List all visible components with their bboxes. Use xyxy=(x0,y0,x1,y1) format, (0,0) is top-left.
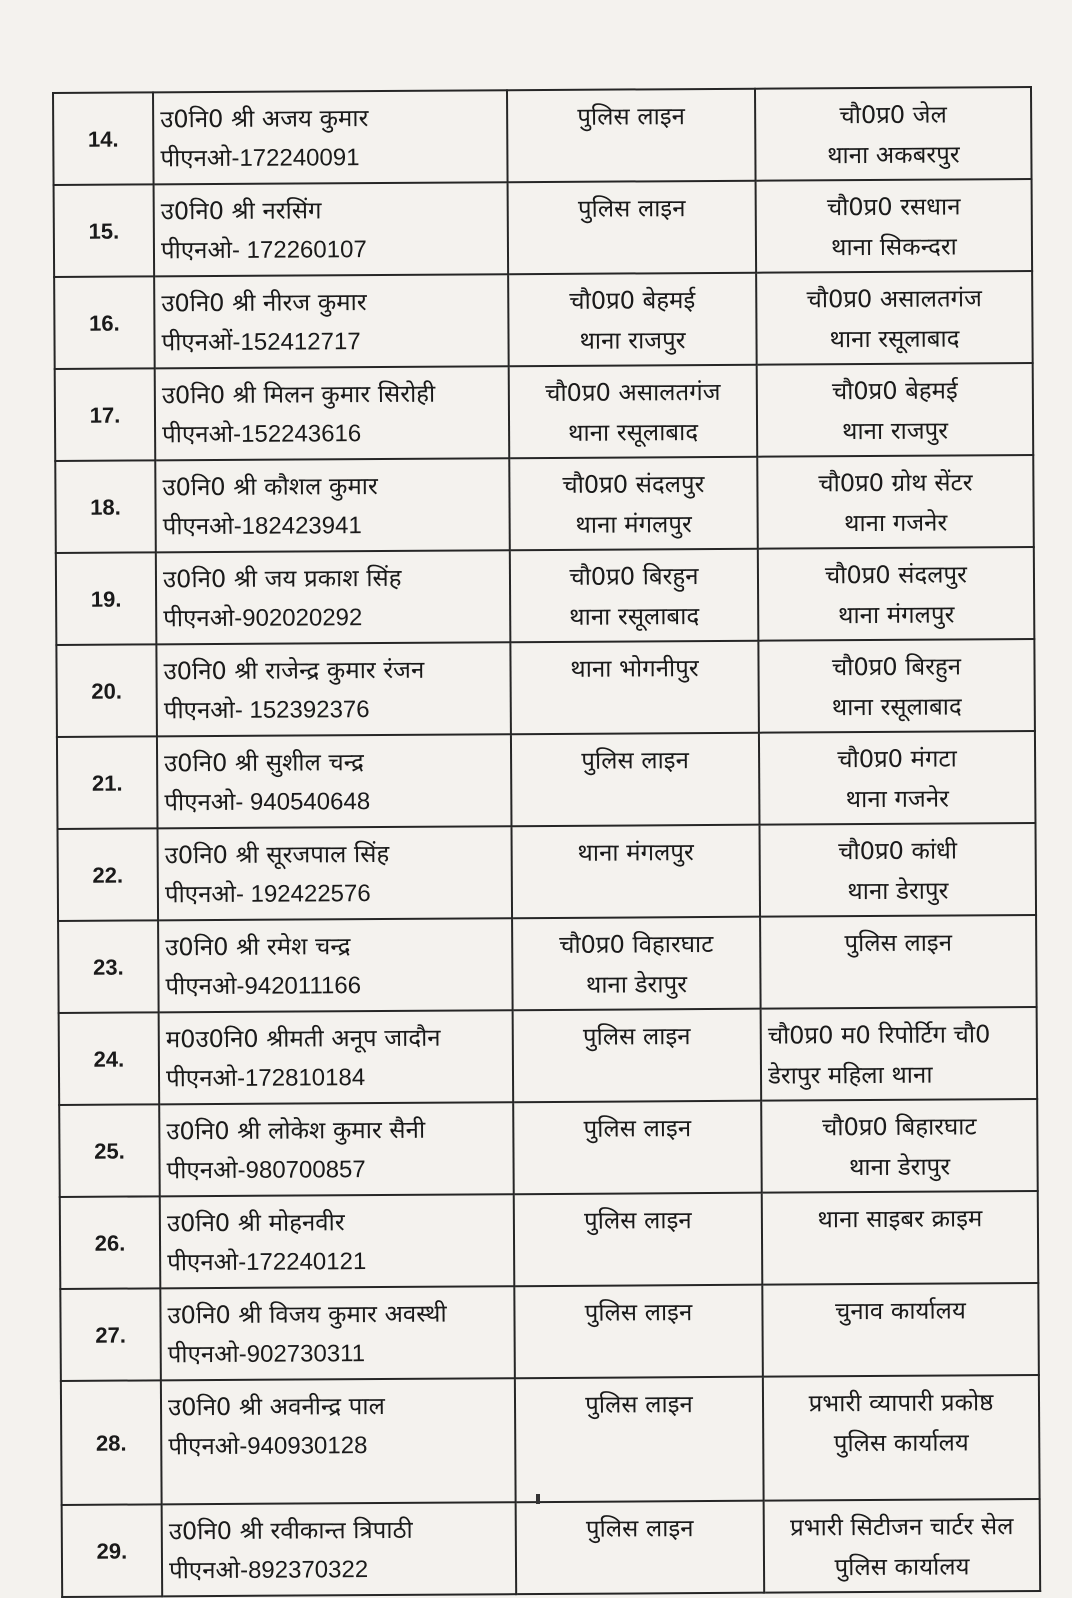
new-posting-line: चौ0प्र0 बिरहुन xyxy=(831,652,962,682)
new-posting-line: चौ0प्र0 ग्रोथ सेंटर xyxy=(818,468,973,498)
officer-name: उ0नि0 श्री सूरजपाल सिंह xyxy=(164,839,390,870)
officer-cell xyxy=(156,642,511,736)
current-posting xyxy=(515,1377,764,1503)
new-posting-line: चौ0प्र0 रसधान xyxy=(826,192,961,222)
table-row xyxy=(60,1283,1039,1381)
new-posting-line: थाना अकबरपुर xyxy=(827,140,960,170)
current-posting xyxy=(509,365,758,459)
officer-cell xyxy=(160,1286,515,1380)
current-posting-line: पुलिस लाइन xyxy=(584,1298,693,1327)
pno-number: पीएनओ-172240121 xyxy=(167,1248,367,1277)
table-row xyxy=(58,915,1037,1013)
current-posting xyxy=(508,273,757,367)
officer-name: उ0नि0 श्री अजय कुमार xyxy=(160,104,369,134)
serial-number: 29. xyxy=(62,1504,163,1597)
new-posting xyxy=(757,455,1034,549)
pno-number: पीएनओ-942011166 xyxy=(165,972,362,1001)
officer-name: उ0नि0 श्री सुशील चन्द्र xyxy=(164,748,364,778)
new-posting xyxy=(755,87,1032,181)
table-row xyxy=(57,731,1036,829)
new-posting-line: चौ0प्र0 बिहारघाट xyxy=(822,1112,977,1142)
new-posting-line: पुलिस कार्यालय xyxy=(834,1552,970,1582)
pno-number: पीएनओ-902020292 xyxy=(163,604,363,633)
new-posting xyxy=(756,179,1033,273)
pno-number: पीएनओ-892370322 xyxy=(168,1556,369,1585)
officer-name: उ0नि0 श्री विजय कुमार अवस्थी xyxy=(167,1299,447,1330)
current-posting xyxy=(512,917,761,1011)
pno-number: पीएनओ-182423941 xyxy=(162,512,362,541)
page-edge-mark xyxy=(536,1494,540,1504)
current-posting-line: थाना राजपुर xyxy=(579,326,686,355)
current-posting xyxy=(514,1285,763,1379)
serial-number: 21. xyxy=(57,736,158,829)
serial-number: 17. xyxy=(55,368,156,461)
current-posting xyxy=(514,1193,763,1287)
new-posting-line: पुलिस कार्यालय xyxy=(833,1428,969,1458)
officer-name: उ0नि0 श्री नरसिंग xyxy=(160,196,322,226)
new-posting xyxy=(764,1499,1041,1593)
new-posting xyxy=(756,271,1033,365)
current-posting-line: थाना डेरापुर xyxy=(585,970,688,999)
officer-cell xyxy=(156,550,511,644)
officer-cell xyxy=(158,826,513,920)
table-row xyxy=(58,823,1037,921)
officer-name: उ0नि0 श्री लोकेश कुमार सैनी xyxy=(166,1115,426,1146)
table-row xyxy=(55,455,1034,553)
pno-number: पीएनओ-172810184 xyxy=(165,1064,366,1093)
officer-cell xyxy=(159,1010,514,1104)
officer-cell xyxy=(159,1102,514,1196)
new-posting-line: चौ0प्र0 कांधी xyxy=(838,836,958,866)
pno-number: पीएनओ- 172260107 xyxy=(160,236,367,265)
new-posting xyxy=(759,823,1036,917)
table-row xyxy=(61,1375,1040,1505)
new-posting-line: थाना साइबर क्राइम xyxy=(817,1204,983,1234)
pno-number: पीएनओ- 940540648 xyxy=(164,788,371,817)
table-row xyxy=(56,639,1035,737)
new-posting-line: थाना डेरापुर xyxy=(847,876,949,906)
pno-number: पीएनओं-152412717 xyxy=(161,328,361,357)
pno-number: पीएनओ-902730311 xyxy=(167,1340,366,1369)
new-posting-line: थाना डेरापुर xyxy=(848,1152,951,1182)
current-posting xyxy=(513,1009,762,1103)
officer-cell xyxy=(157,734,512,828)
officer-name: उ0नि0 श्री मोहनवीर xyxy=(166,1208,345,1238)
serial-number: 14. xyxy=(53,92,154,185)
officer-cell xyxy=(154,182,509,276)
serial-number: 26. xyxy=(60,1196,161,1289)
officer-name: उ0नि0 श्री राजेन्द्र कुमार रंजन xyxy=(163,655,425,686)
table-row xyxy=(59,1007,1038,1105)
current-posting-line: थाना भोगनीपुर xyxy=(570,654,699,683)
table-row xyxy=(54,271,1033,369)
serial-number: 24. xyxy=(59,1012,160,1105)
new-posting-line: चौ0प्र0 असालतगंज xyxy=(806,284,983,314)
new-posting-line: पुलिस लाइन xyxy=(844,928,953,958)
new-posting-line: थाना राजपुर xyxy=(841,416,949,446)
pno-number: पीएनओ-980700857 xyxy=(166,1156,366,1185)
new-posting xyxy=(763,1375,1040,1501)
current-posting xyxy=(510,549,759,643)
current-posting-line: चौ0प्र0 संदलपुर xyxy=(562,470,705,499)
new-posting xyxy=(762,1283,1039,1377)
serial-number: 22. xyxy=(58,828,159,921)
current-posting xyxy=(508,181,757,275)
new-posting xyxy=(758,639,1035,733)
officer-name: उ0नि0 श्री कौशल कुमार xyxy=(162,472,378,502)
current-posting-line: थाना मंगलपुर xyxy=(575,510,692,539)
current-posting-line: चौ0प्र0 विहारघाट xyxy=(559,929,714,959)
table-row xyxy=(53,87,1032,185)
new-posting xyxy=(759,731,1036,825)
new-posting xyxy=(757,363,1034,457)
serial-number: 16. xyxy=(54,276,155,369)
table-row xyxy=(56,547,1035,645)
current-posting-line: पुलिस लाइन xyxy=(577,194,686,223)
pno-number: पीएनओ- 152392376 xyxy=(163,696,370,725)
current-posting-line: चौ0प्र0 बेहमई xyxy=(569,286,696,315)
new-posting-line: प्रभारी व्यापारी प्रकोष्ठ xyxy=(808,1388,994,1418)
current-posting-line: चौ0प्र0 असालतगंज xyxy=(545,377,721,407)
new-posting-line: थाना सिकन्दरा xyxy=(830,232,957,262)
officer-name: उ0नि0 श्री अवनीन्द्र पाल xyxy=(167,1391,385,1422)
officer-cell xyxy=(153,90,508,184)
new-posting xyxy=(761,1007,1038,1101)
pno-number: पीएनओ- 192422576 xyxy=(164,880,371,909)
new-posting-line: थाना मंगलपुर xyxy=(837,600,955,630)
serial-number: 23. xyxy=(58,920,159,1013)
current-posting-line: पुलिस लाइन xyxy=(583,1114,692,1143)
new-posting-line: थाना गजनेर xyxy=(843,508,948,538)
officer-cell xyxy=(155,366,510,460)
officer-name: उ0नि0 श्री जय प्रकाश सिंह xyxy=(162,563,402,594)
current-posting xyxy=(513,1101,762,1195)
officer-name: उ0नि0 श्री मिलन कुमार सिरोही xyxy=(161,379,436,410)
officer-cell xyxy=(160,1194,515,1288)
current-posting-line: थाना रसूलाबाद xyxy=(568,418,699,447)
new-posting-line: चौ0प्र0 संदलपुर xyxy=(824,560,968,590)
new-posting-line: चौ0प्र0 जेल xyxy=(839,100,947,130)
current-posting xyxy=(516,1501,765,1595)
current-posting-line: पुलिस लाइन xyxy=(582,1022,691,1051)
current-posting-line: पुलिस लाइन xyxy=(585,1390,693,1419)
serial-number: 15. xyxy=(54,184,155,277)
new-posting-line: थाना रसूलाबाद xyxy=(829,324,960,354)
current-posting-line: चौ0प्र0 बिरहुन xyxy=(569,562,699,591)
current-posting-line: पुलिस लाइन xyxy=(585,1514,694,1543)
current-posting-line: थाना मंगलपुर xyxy=(577,838,694,867)
new-posting-line: थाना गजनेर xyxy=(845,784,950,814)
new-posting-line: डेरापुर महिला थाना xyxy=(767,1060,933,1090)
current-posting xyxy=(511,733,760,827)
current-posting xyxy=(510,641,759,735)
table-row xyxy=(54,179,1033,277)
officer-name: उ0नि0 श्री रमेश चन्द्र xyxy=(165,932,351,962)
table-row xyxy=(55,363,1034,461)
new-posting-line: थाना रसूलाबाद xyxy=(831,692,962,722)
officer-name: म0उ0नि0 श्रीमती अनूप जादौन xyxy=(165,1023,441,1054)
document-page xyxy=(52,86,1039,1598)
current-posting xyxy=(511,825,760,919)
officer-name: उ0नि0 श्री नीरज कुमार xyxy=(161,288,367,318)
officer-name: उ0नि0 श्री रवीकान्त त्रिपाठी xyxy=(168,1515,413,1546)
current-posting xyxy=(509,457,758,551)
officer-cell xyxy=(161,1378,516,1504)
transfer-table xyxy=(52,86,1041,1598)
current-posting-line: पुलिस लाइन xyxy=(581,746,689,775)
new-posting-line: चौ0प्र0 म0 रिपोर्टिग चौ0 xyxy=(767,1020,991,1050)
officer-cell xyxy=(162,1502,517,1596)
officer-cell xyxy=(154,274,509,368)
current-posting xyxy=(507,89,756,183)
pno-number: पीएनओ-940930128 xyxy=(168,1432,368,1461)
current-posting-line: पुलिस लाइन xyxy=(584,1206,692,1235)
pno-number: पीएनओ-152243616 xyxy=(162,420,362,449)
new-posting xyxy=(758,547,1035,641)
current-posting-line: पुलिस लाइन xyxy=(577,102,686,131)
serial-number: 18. xyxy=(55,460,156,553)
current-posting-line: थाना रसूलाबाद xyxy=(569,602,700,631)
new-posting-line: चौ0प्र0 मंगटा xyxy=(837,744,957,774)
new-posting-line: चुनाव कार्यालय xyxy=(835,1296,966,1326)
serial-number: 19. xyxy=(56,552,157,645)
serial-number: 20. xyxy=(56,644,157,737)
table-row xyxy=(59,1099,1038,1197)
officer-cell xyxy=(158,918,513,1012)
new-posting-line: प्रभारी सिटीजन चार्टर सेल xyxy=(789,1512,1014,1542)
new-posting-line: चौ0प्र0 बेहमई xyxy=(831,376,958,406)
officer-cell xyxy=(155,458,510,552)
serial-number: 25. xyxy=(59,1104,160,1197)
pno-number: पीएनओ-172240091 xyxy=(160,144,360,173)
serial-number: 27. xyxy=(60,1288,161,1381)
new-posting xyxy=(760,915,1037,1009)
new-posting xyxy=(762,1191,1039,1285)
table-row xyxy=(60,1191,1039,1289)
new-posting xyxy=(761,1099,1038,1193)
table-row xyxy=(62,1499,1041,1597)
serial-number: 28. xyxy=(61,1380,162,1505)
